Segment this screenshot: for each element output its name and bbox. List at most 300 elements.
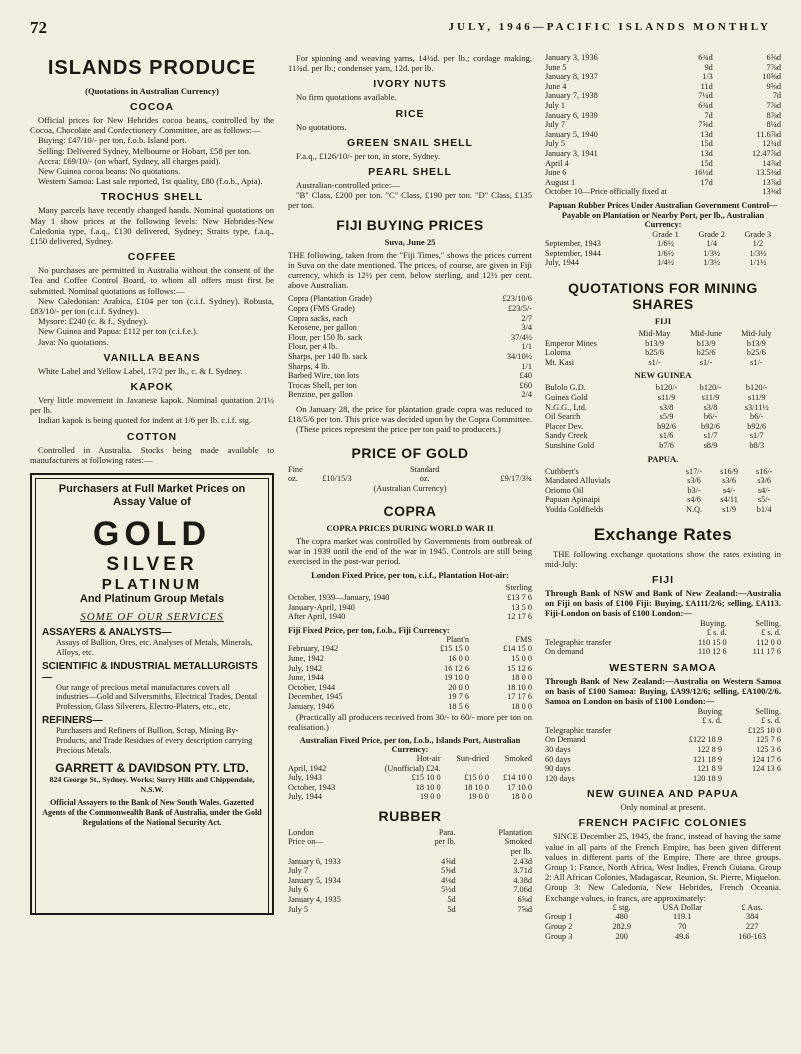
mining-fiji-table bbox=[545, 329, 781, 367]
islands-produce-subtitle: (Quotations in Australian Currency) bbox=[85, 86, 219, 96]
table-cell: 1/6½ bbox=[657, 239, 674, 249]
column-header: Selling. bbox=[755, 618, 781, 628]
table-cell: 2/7 bbox=[521, 313, 532, 323]
column-header: Grade 3 bbox=[744, 229, 772, 239]
table-cell: 1/1 bbox=[521, 361, 532, 371]
table-row bbox=[545, 755, 781, 765]
table-cell: 9⅝d bbox=[766, 81, 781, 91]
trochus-heading: TROCHUS SHELL bbox=[100, 191, 204, 204]
table-row bbox=[288, 362, 532, 372]
table-cell: 7⅞d bbox=[766, 100, 781, 110]
table-cell: 110 12 6 bbox=[697, 647, 727, 657]
table-cell: January 5, 1940 bbox=[545, 129, 598, 139]
table-cell: Placer Dev. bbox=[545, 421, 584, 431]
table-cell: b25/6 bbox=[645, 348, 665, 358]
cocoa-new-guinea: New Guinea cocoa beans: No quotations. bbox=[38, 166, 181, 177]
table-row bbox=[288, 792, 532, 802]
table-cell: Kerosene, per gallon bbox=[288, 323, 357, 333]
table-row bbox=[545, 638, 781, 648]
exchange-intro: THE following exchange quotations show the rates existing in mid-July: bbox=[545, 548, 781, 569]
table-cell: 15 0 0 bbox=[511, 653, 532, 663]
table-cell: 15 12 6 bbox=[507, 663, 532, 673]
table-cell: s1/9 bbox=[722, 504, 736, 514]
table-cell: £15 0 0 bbox=[464, 773, 490, 783]
table-cell: April 4 bbox=[545, 158, 569, 168]
table-cell: Benzine, per gallon bbox=[288, 390, 353, 400]
column-2 bbox=[288, 53, 532, 914]
table-cell: 18 5 6 bbox=[448, 701, 470, 711]
exchange-fiji-paragraph: Through Bank of NSW and Bank of New Zealand:—Australia on Fiji on basis of £100 Fiji: Buying, £A111/2/6; selling, £A113. Fiji-London on basis of £100 London:— bbox=[545, 587, 781, 619]
kapok-indian: Indian kapok is being quoted for indent at 1/6 per lb. c.i.f. stg. bbox=[38, 415, 252, 426]
table-cell: 112 0 0 bbox=[756, 637, 781, 647]
table-cell: 121 18 9 bbox=[692, 754, 723, 764]
rubber-fixed-label: October 10—Price officially fixed at bbox=[545, 187, 667, 197]
exchange-samoa-table bbox=[545, 707, 781, 784]
cocoa-buying: Buying: £47/10/- per ton, f.o.b. Island port. bbox=[38, 135, 187, 146]
table-row bbox=[545, 101, 781, 111]
table-cell: 30 days bbox=[545, 744, 571, 754]
papuan-rubber-heading: Papuan Rubber Prices Under Australian Government Control—Payable on Plantation or Nearby Port, per lb., Australian Currency: bbox=[548, 200, 778, 230]
table-cell: 16½d bbox=[694, 168, 713, 178]
gold-oz-1: oz. bbox=[288, 474, 298, 484]
table-row bbox=[288, 702, 532, 712]
table-row bbox=[545, 178, 781, 188]
table-cell: June, 1942 bbox=[288, 653, 324, 663]
table-cell: (Unofficial) £24. bbox=[384, 763, 441, 773]
table-cell: February, 1942 bbox=[288, 644, 339, 654]
table-cell: 1/2 bbox=[752, 239, 764, 249]
table-cell: 4⅛d bbox=[441, 875, 456, 885]
table-cell: 4⅝d bbox=[441, 856, 456, 866]
table-row bbox=[288, 828, 532, 838]
table-row bbox=[288, 683, 532, 693]
table-cell: 60 days bbox=[545, 754, 571, 764]
column-1 bbox=[30, 53, 274, 915]
table-cell: £23/10/6 bbox=[502, 294, 532, 304]
table-cell: 13 5 0 bbox=[511, 602, 532, 612]
exchange-heading: Exchange Rates bbox=[593, 524, 733, 544]
table-cell: Emperor Mines bbox=[545, 338, 597, 348]
table-cell: After April, 1940 bbox=[288, 612, 346, 622]
copra-paragraph: The copra market was controlled by Governments from outbreak of war in 1939 until the end of the war in 1945. Controls are still being exercised in the post-war period. bbox=[288, 535, 532, 567]
table-row bbox=[288, 593, 532, 603]
table-cell: Telegraphic transfer bbox=[545, 637, 612, 647]
table-cell: 11.6⅞d bbox=[756, 129, 781, 139]
table-row bbox=[545, 774, 781, 784]
table-cell: 5½d bbox=[441, 885, 456, 895]
table-row bbox=[545, 339, 781, 349]
table-row bbox=[545, 628, 781, 638]
table-row bbox=[288, 905, 532, 915]
rubber-table-continued bbox=[545, 53, 781, 187]
table-cell: b6/- bbox=[750, 412, 764, 422]
table-cell: Sunshine Gold bbox=[545, 441, 595, 450]
table-cell: 6¾d bbox=[698, 100, 713, 110]
gold-table bbox=[288, 465, 532, 484]
table-row bbox=[288, 352, 532, 362]
table-row bbox=[288, 764, 532, 774]
column-header: Sterling bbox=[505, 583, 532, 593]
copra-fiji-note: (Practically all producers received from 30/- to 60/- more per ton on realisation.) bbox=[288, 711, 532, 732]
table-row bbox=[288, 773, 532, 783]
table-cell: June, 1944 bbox=[288, 673, 324, 683]
table-cell: 282.9 bbox=[612, 921, 631, 931]
table-row bbox=[545, 922, 781, 932]
table-row bbox=[545, 912, 781, 922]
table-row bbox=[288, 866, 532, 876]
column-header bbox=[545, 329, 629, 339]
table-cell: 18 10 0 bbox=[507, 682, 532, 692]
table-cell: 227 bbox=[745, 921, 759, 931]
table-cell: 34/10½ bbox=[506, 352, 532, 361]
mining-papua-heading: PAPUA. bbox=[647, 453, 679, 464]
table-cell: September, 1944 bbox=[545, 248, 601, 258]
table-cell: b13/9 bbox=[746, 338, 766, 348]
column-header: £ Aus. bbox=[741, 902, 763, 912]
copra-fiji-table bbox=[288, 635, 532, 712]
table-row bbox=[545, 168, 781, 178]
table-row bbox=[288, 612, 532, 622]
table-cell: September, 1943 bbox=[545, 239, 601, 249]
ngp-paragraph: Only nominal at present. bbox=[620, 802, 706, 813]
cocoa-heading: COCOA bbox=[129, 101, 175, 113]
pearl-p2: "B" Class, £200 per ton. "C" Class, £190 per ton. "D" Class, £135 per ton. bbox=[288, 190, 532, 211]
table-cell: January, 1946 bbox=[288, 701, 335, 711]
fiji-buying-heading: FIJI BUYING PRICES bbox=[336, 216, 484, 233]
table-cell: Bulolo G.D. bbox=[545, 383, 586, 393]
table-cell: 5d bbox=[447, 904, 456, 914]
table-row bbox=[545, 383, 781, 393]
table-row bbox=[288, 837, 532, 847]
column-header: Mid-July bbox=[741, 329, 772, 339]
cotton-paragraph: Controlled in Australia. Stocks being made available to manufacturers at following rates:— bbox=[30, 444, 274, 465]
table-cell: 3.71d bbox=[513, 866, 532, 876]
table-cell: 7d bbox=[704, 110, 713, 120]
table-row bbox=[545, 91, 781, 101]
fpc-table bbox=[545, 903, 781, 941]
table-cell: July 7 bbox=[288, 866, 309, 876]
table-cell: 1/4½ bbox=[657, 258, 674, 268]
table-cell: 7⅝d bbox=[517, 904, 532, 914]
ivory-paragraph: No firm quotations available. bbox=[296, 92, 397, 103]
table-cell: 13⅞d bbox=[762, 177, 781, 187]
table-cell: Copra (FMS Grade) bbox=[288, 304, 355, 314]
table-cell: Sandy Creek bbox=[545, 431, 588, 441]
table-cell: 15d bbox=[700, 158, 713, 168]
table-cell: £14 15 0 bbox=[502, 644, 532, 654]
table-cell: January 3, 1936 bbox=[545, 53, 598, 62]
coffee-java: Java: No quotations. bbox=[38, 336, 109, 347]
table-row bbox=[545, 230, 781, 240]
table-cell: 17 17 6 bbox=[507, 692, 532, 702]
table-cell: Yodda Goldfields bbox=[545, 504, 604, 514]
table-row bbox=[288, 644, 532, 654]
table-row bbox=[545, 403, 781, 413]
table-row bbox=[545, 505, 781, 515]
column-header: Buying bbox=[697, 706, 723, 716]
table-row bbox=[545, 111, 781, 121]
copra-london-heading: London Fixed Price, per ton, c.i.f., Plantation Hot-air: bbox=[311, 570, 509, 581]
table-row bbox=[545, 393, 781, 403]
table-row bbox=[545, 441, 781, 451]
table-cell: s3/8 bbox=[659, 402, 674, 412]
table-cell: b3/- bbox=[687, 485, 701, 495]
column-header bbox=[288, 583, 482, 593]
table-row bbox=[288, 673, 532, 683]
table-cell: s3/6 bbox=[757, 476, 772, 486]
table-row bbox=[545, 258, 781, 268]
table-cell: s1/6 bbox=[659, 431, 674, 441]
table-row bbox=[545, 120, 781, 130]
papuan-rubber-table bbox=[545, 230, 781, 268]
table-row bbox=[288, 583, 532, 593]
rice-heading: RICE bbox=[395, 107, 425, 120]
table-cell: 121 8 9 bbox=[697, 764, 723, 774]
table-cell: b120/- bbox=[699, 383, 722, 393]
rubber-fixed-row bbox=[545, 187, 781, 197]
cocoa-selling: Selling: Delivered Sydney, Melbourne or Hobart, £58 per ton. bbox=[38, 145, 252, 156]
table-cell: s11/9 bbox=[657, 393, 676, 403]
table-row bbox=[288, 847, 532, 857]
table-cell: 200 bbox=[615, 931, 628, 941]
column-header bbox=[545, 903, 602, 913]
table-cell: October, 1939—January, 1940 bbox=[288, 592, 390, 602]
table-row bbox=[545, 745, 781, 755]
column-header: FMS bbox=[515, 634, 532, 644]
fiji-buying-sub: Suva, June 25 bbox=[384, 236, 436, 247]
table-cell: 125 3 6 bbox=[756, 744, 781, 754]
table-cell bbox=[663, 726, 722, 736]
fiji-prices-table bbox=[288, 294, 532, 400]
mining-papua-table bbox=[545, 467, 781, 515]
table-row bbox=[545, 422, 781, 432]
table-row bbox=[545, 159, 781, 169]
ivory-heading: IVORY NUTS bbox=[373, 78, 447, 91]
table-row bbox=[288, 885, 532, 895]
table-cell: 16 12 6 bbox=[444, 663, 470, 673]
exchange-fiji-table bbox=[545, 619, 781, 657]
table-cell: s11/9 bbox=[747, 393, 766, 403]
column-header: London bbox=[288, 827, 314, 837]
table-cell: 19 0 0 bbox=[468, 792, 490, 802]
table-cell: s1/- bbox=[699, 357, 713, 367]
table-cell: 5d bbox=[447, 895, 456, 905]
garrett-davidson-advertisement bbox=[30, 473, 274, 915]
table-row bbox=[545, 63, 781, 73]
table-cell: s1/7 bbox=[749, 431, 764, 441]
table-cell: July 1 bbox=[545, 100, 566, 110]
table-cell bbox=[441, 764, 489, 774]
column-header: £ s. d. bbox=[761, 628, 781, 638]
table-cell: 6⅝d bbox=[517, 895, 532, 905]
table-row bbox=[288, 304, 532, 314]
table-cell: 120 18 9 bbox=[692, 773, 723, 783]
table-cell bbox=[722, 774, 781, 784]
table-cell: Copra (Plantation Grade) bbox=[288, 294, 372, 304]
column-header: £ s. d. bbox=[761, 716, 781, 726]
kapok-heading: KAPOK bbox=[130, 381, 174, 394]
table-cell: 1/3½ bbox=[749, 248, 767, 258]
table-row bbox=[288, 390, 532, 400]
fpc-paragraph: SINCE December 25, 1945, the franc, instead of having the same value in all parts of the French Empire, has been given different values in different parts of the Empire. There are three groups. Group 1: France, North Africa, West Indies, French Guiana. Group 2: All African Colonies, Madagascar, Reunion, St. Pierre, Miquelon. Group 3: New Caledonia, New Hebrides, French Oceania. Exchange values, in francs, are approximately: bbox=[545, 831, 781, 903]
table-cell: 384 bbox=[745, 912, 759, 922]
table-cell: 15d bbox=[700, 139, 713, 149]
table-cell: July 5 bbox=[545, 139, 566, 149]
table-cell: Sharps, per 140 lb. sack bbox=[288, 352, 368, 361]
table-row bbox=[288, 754, 532, 764]
column-header: per lb. bbox=[510, 847, 532, 857]
table-cell: 120 days bbox=[545, 773, 575, 783]
ad-gold: GOLD bbox=[92, 515, 212, 554]
table-cell: b92/6 bbox=[701, 421, 720, 431]
mining-heading: QUOTATIONS FOR MINING SHARES bbox=[568, 280, 758, 313]
ad-purchasers: Purchasers at Full Market Prices on Assay Value of bbox=[58, 483, 246, 509]
page-number: 72 bbox=[30, 18, 47, 37]
table-cell: 13d bbox=[700, 148, 713, 158]
table-cell: 18 0 0 bbox=[511, 673, 532, 683]
table-cell: 18 0 0 bbox=[511, 701, 532, 711]
table-cell: b92/6 bbox=[747, 421, 767, 431]
table-cell: On Demand bbox=[545, 735, 586, 745]
table-row bbox=[545, 329, 781, 339]
coffee-heading: COFFEE bbox=[127, 251, 177, 264]
table-cell: January 4, 1935 bbox=[288, 895, 341, 905]
gold-oz-2: oz. bbox=[419, 474, 430, 484]
table-cell: Group 3 bbox=[545, 931, 573, 941]
mining-new-guinea-table bbox=[545, 383, 781, 450]
table-cell: 1/4 bbox=[706, 239, 717, 249]
table-row bbox=[545, 348, 781, 358]
ngp-heading: NEW GUINEA AND PAPUA bbox=[586, 788, 740, 801]
table-row bbox=[288, 314, 532, 324]
fpc-heading: FRENCH PACIFIC COLONIES bbox=[578, 817, 748, 830]
rubber-heading: RUBBER bbox=[378, 807, 442, 824]
column-header: Smoked bbox=[504, 753, 532, 763]
table-cell: December, 1945 bbox=[288, 692, 343, 702]
table-cell: Mandated Alluvials bbox=[545, 476, 611, 486]
table-cell: 10⅝d bbox=[762, 72, 781, 82]
gold-standard: Standard bbox=[409, 464, 440, 474]
table-cell: 6¾d bbox=[698, 53, 713, 62]
rubber-fixed-value: 13⅜d bbox=[762, 187, 781, 197]
ad-address: 824 George St., Sydney. Works: Surry Hills and Chippendale, N.S.W. bbox=[49, 775, 255, 794]
table-cell: 19 10 0 bbox=[444, 673, 470, 683]
column-header: Plant'n bbox=[446, 634, 470, 644]
table-cell: Oriomo Oil bbox=[545, 485, 584, 495]
table-cell: 12.47⅞d bbox=[751, 148, 781, 158]
table-row bbox=[545, 735, 781, 745]
table-cell: £14 10 0 bbox=[502, 773, 532, 783]
table-row bbox=[545, 53, 781, 63]
table-cell: Papuan Apinaipi bbox=[545, 495, 601, 505]
table-cell: s5/- bbox=[757, 495, 771, 505]
table-cell: s5/9 bbox=[659, 412, 674, 422]
table-cell: 90 days bbox=[545, 764, 571, 774]
gold-standard-value: £9/17/3¾ bbox=[500, 474, 532, 484]
table-cell: 124 13 6 bbox=[751, 764, 781, 774]
table-cell: 160-163 bbox=[738, 931, 766, 941]
column-header: per lb. bbox=[434, 837, 456, 847]
column-header: Hot-air bbox=[416, 753, 441, 763]
table-cell: £23/5/- bbox=[508, 304, 532, 314]
exchange-samoa-paragraph: Through Bank of New Zealand:—Australia on Western Samoa on basis of £100 Samoa: Buying, £A99/12/6; selling, £A100/2/6. Samoa on London on basis of £100 London:— bbox=[545, 675, 781, 707]
table-cell: s1/- bbox=[648, 357, 661, 367]
table-cell: 6⅝d bbox=[766, 53, 781, 62]
table-cell: 5⅝d bbox=[441, 866, 456, 876]
table-cell: £15 10 0 bbox=[411, 773, 441, 783]
table-cell: Cuthbert's bbox=[545, 466, 579, 476]
table-cell: s3/6 bbox=[722, 476, 736, 486]
table-row bbox=[545, 764, 781, 774]
table-cell: b6/- bbox=[703, 412, 718, 422]
table-row bbox=[288, 783, 532, 793]
table-cell: 4.38d bbox=[513, 875, 532, 885]
table-cell: 2.43d bbox=[513, 856, 532, 866]
table-cell: Loloma bbox=[545, 348, 571, 358]
column-header: Para. bbox=[438, 827, 456, 837]
table-cell: June 5 bbox=[545, 62, 567, 72]
table-cell: October, 1944 bbox=[288, 682, 336, 692]
table-cell: 1/3 bbox=[702, 72, 713, 82]
rice-paragraph: No quotations. bbox=[296, 121, 347, 132]
column-header: Grade 1 bbox=[652, 229, 679, 239]
mining-ng-heading: NEW GUINEA bbox=[634, 370, 692, 381]
table-cell: 2/4 bbox=[521, 390, 532, 400]
table-cell: 480 bbox=[615, 912, 628, 922]
table-cell: 3/4 bbox=[521, 323, 532, 333]
column-header: USA Dollar bbox=[662, 902, 702, 912]
ad-official-assayers: Official Assayers to the Bank of New South Wales. Gazetted Agents of the Commonwealth Bank of Australia, under the Gold Regulations of the National Security Act. bbox=[42, 798, 262, 827]
table-cell: b1/4 bbox=[756, 504, 772, 514]
table-cell: January 8, 1937 bbox=[545, 72, 598, 82]
table-cell: 124 17 6 bbox=[751, 754, 781, 764]
table-cell bbox=[489, 764, 532, 774]
gold-fine-value: £10/15/3 bbox=[322, 474, 352, 484]
table-cell: June 4 bbox=[545, 81, 567, 91]
ad-metallurgists-body: Our range of precious metal manufactures covers all industries—Gold and Silversmiths, Electrical Trades, Dental Profession, Glass Silverers, Electro-Platers, etc., etc. bbox=[56, 682, 258, 712]
cotton-continued: For spinning and weaving yarns, 14½d. per lb.; cordage making, 11¾d. per lb.; condenser yarn, 12d. per lb. bbox=[288, 53, 532, 74]
table-row bbox=[288, 371, 532, 381]
table-row bbox=[288, 664, 532, 674]
pearl-p1: Australian-controlled price:— bbox=[296, 180, 400, 191]
ad-assayers-body: Assays of Bullion, Ores, etc. Analyses of Metals, Minerals, Alloys, etc. bbox=[56, 638, 253, 657]
table-row bbox=[288, 692, 532, 702]
column-header: Price on— bbox=[288, 837, 324, 847]
table-cell: s4/6 bbox=[687, 495, 701, 505]
column-header: Sun-dried bbox=[456, 753, 490, 763]
copra-sub: COPRA PRICES DURING WORLD WAR II bbox=[326, 522, 494, 533]
table-cell: July, 1944 bbox=[288, 792, 323, 802]
table-cell: Barbed Wire, ton lots bbox=[288, 371, 359, 381]
table-cell: July 7 bbox=[545, 120, 566, 130]
gold-currency-note: (Australian Currency) bbox=[373, 483, 447, 493]
running-header bbox=[30, 18, 771, 40]
table-row bbox=[288, 323, 532, 333]
table-cell: On demand bbox=[545, 647, 584, 657]
table-cell: 9d bbox=[704, 62, 713, 72]
table-row bbox=[545, 647, 781, 657]
table-row bbox=[545, 239, 781, 249]
table-cell: s3/8 bbox=[703, 402, 718, 412]
table-cell: 11d bbox=[700, 81, 713, 91]
table-cell: July, 1943 bbox=[288, 773, 323, 783]
cocoa-paragraph: Official prices for New Hebrides cocoa beans, controlled by the Cocoa, Chocolate and Confectionery Committee, are as follows:— bbox=[30, 115, 274, 136]
coffee-new-guinea: New Guinea and Papua: £112 per ton (c.i.f.e.). bbox=[38, 326, 199, 337]
table-cell: s11/9 bbox=[701, 393, 720, 403]
table-cell: Flour, per 150 lb. sack bbox=[288, 332, 363, 342]
islands-produce-title: ISLANDS PRODUCE bbox=[47, 57, 257, 79]
table-cell: Group 2 bbox=[545, 921, 573, 931]
